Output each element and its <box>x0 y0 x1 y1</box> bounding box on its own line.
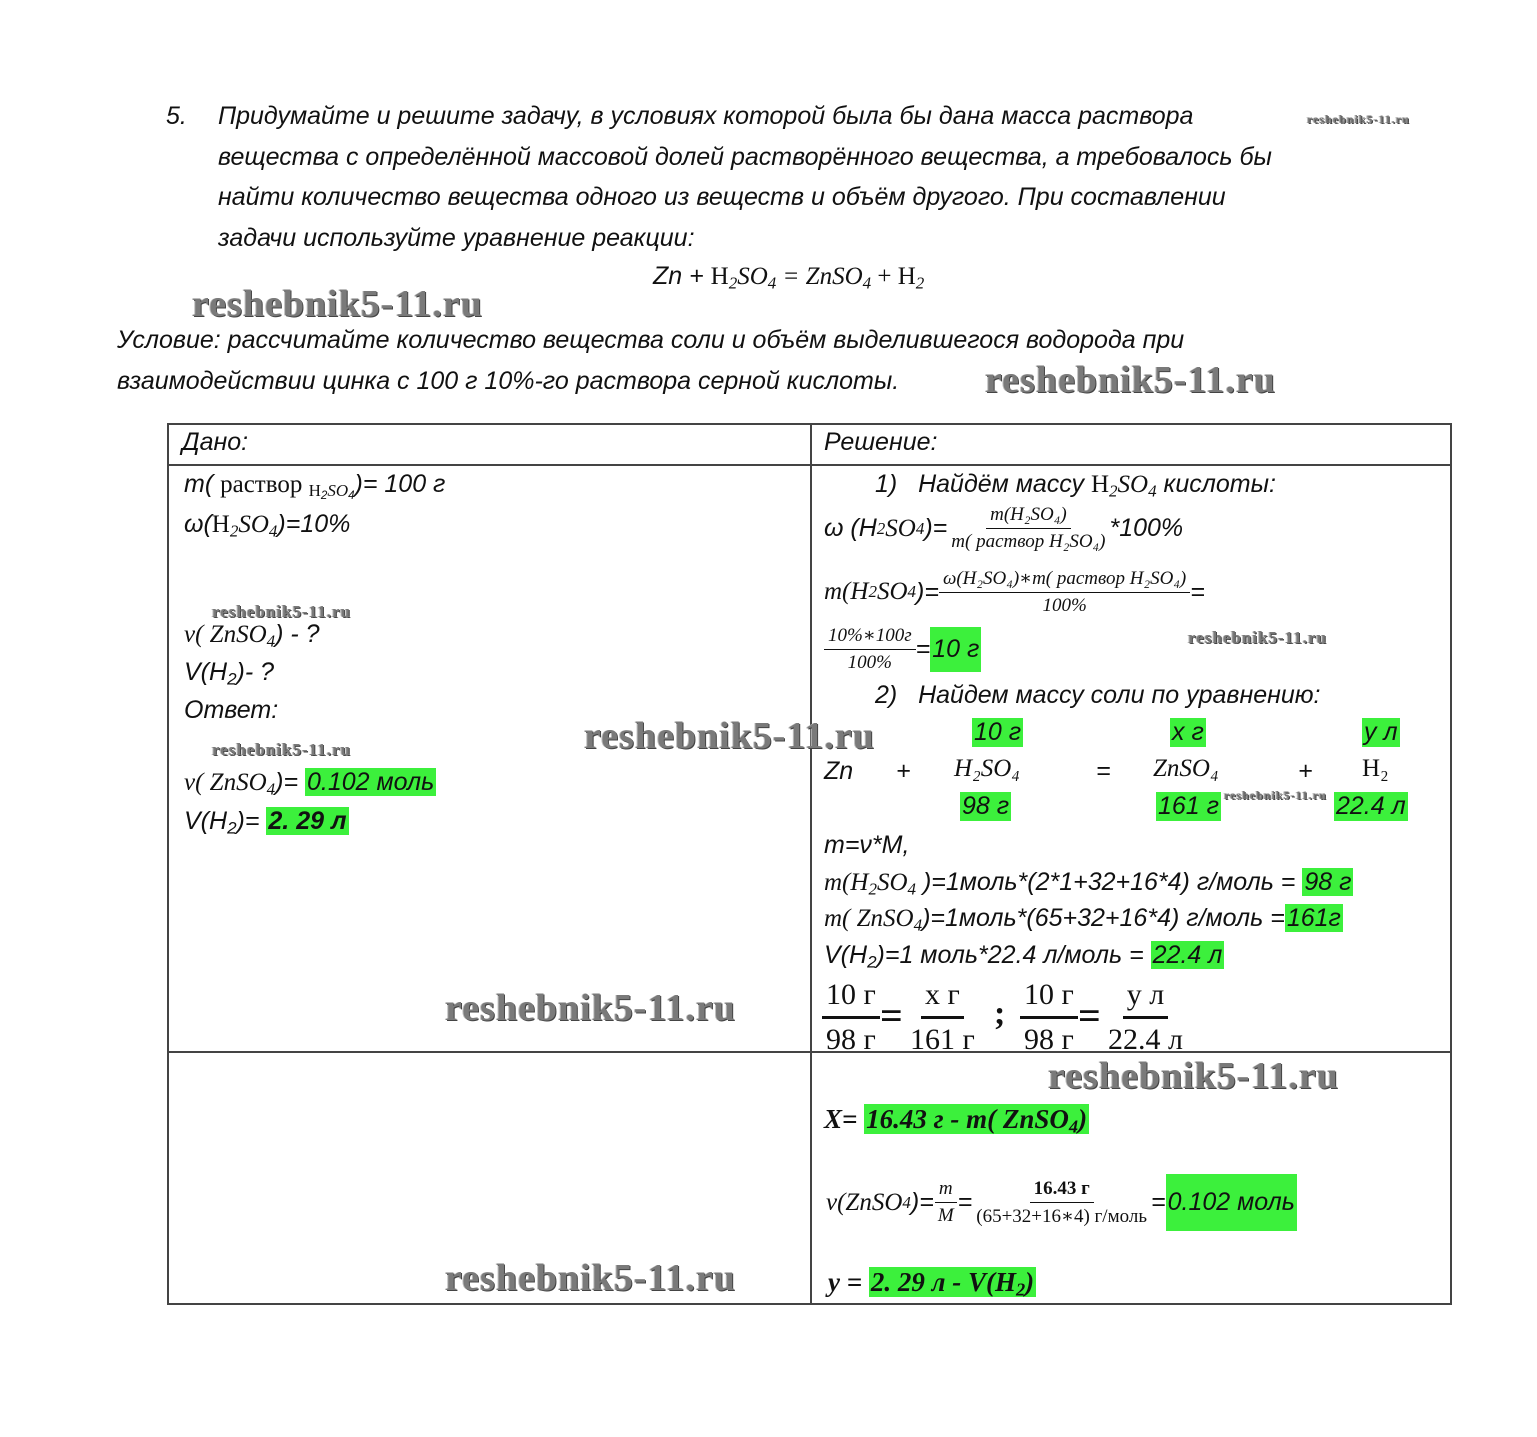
task-line-1: Придумайте и решите задачу, в условиях которой была бы дана масса раствора <box>218 102 1194 130</box>
answer-volume: $V(H_2)= 2$. 29 л <box>184 807 347 838</box>
given-find-volume: $V(H_2)-$ ? <box>184 658 275 689</box>
molar-mass-znso4: m( ZnSO$_4$)=1моль*(65+32+16*4) г/моль =161г <box>824 904 1341 935</box>
watermark: reshebnik5-11.ru <box>584 715 875 757</box>
reaction-plus-1: + <box>896 757 911 785</box>
task-line-4: задачи используйте уравнение реакции: <box>218 224 695 252</box>
nu-calculation-value: 0.102 моль <box>1166 1174 1297 1231</box>
reaction-bottom-h2: 22.4 л <box>1336 792 1406 820</box>
molar-volume-h2-value: 22.4 л <box>1152 941 1223 969</box>
mass-formula: m(H 2 SO 4 )= $\frac{\text{ω(H₂SO₄)∗m( раствор H₂SO₄)}}{100\%}$ = <box>824 568 1205 616</box>
task-line-2: вещества с определённой массовой долей растворённого вещества, а требовалось бы <box>218 143 1272 171</box>
reaction-plus-2: + <box>1298 757 1313 785</box>
molar-mass-znso4-value: 161г <box>1286 904 1341 932</box>
reaction-znso4: ZnSO₄ <box>1153 755 1219 782</box>
mass-calculation: $\frac{10\%∗100г}{100\%}$ = 10 г <box>824 624 981 674</box>
reaction-h2so4: H₂SO₄ <box>954 755 1020 782</box>
step-2: 2) Найдем массу соли по уравнению: <box>875 681 1321 709</box>
reaction-bottom-znso4: 161 г <box>1158 792 1219 820</box>
task-number: 5. <box>166 102 187 130</box>
watermark: reshebnik5-11.ru <box>985 359 1276 401</box>
watermark: reshebnik5-11.ru <box>445 987 736 1029</box>
proportion-2-equals: = <box>1078 993 1101 1038</box>
watermark: reshebnik5-11.ru <box>212 602 351 621</box>
task-line-3: найти количество вещества одного из веществ и объём другого. При составлении <box>218 183 1226 211</box>
table-border-left <box>167 423 169 1305</box>
step-1: 1) Найдём массу $H_2SO_4$ кислоты: <box>875 470 1276 501</box>
watermark: reshebnik5-11.ru <box>1224 788 1327 802</box>
molar-volume-h2: $V(H_2)=1$ моль*22.4 л/моль = 22.4 л <box>824 941 1223 972</box>
proportion-2-left: 10 г 98 г <box>1020 978 1078 1057</box>
molar-mass-formula: m=ν*M, <box>824 831 910 859</box>
proportion-1-right: x г 161 г <box>910 978 975 1056</box>
watermark: reshebnik5-11.ru <box>212 740 351 759</box>
reaction-bottom-h2so4: 98 г <box>962 792 1010 820</box>
answer-volume-value: 2. 29 л <box>268 807 347 835</box>
given-mass-solution: m( раствор $_{H_2SO_4}$)= 100 г <box>184 470 446 503</box>
table-column-divider <box>810 423 812 1305</box>
reaction-top-h2so4: 10 г <box>974 718 1022 746</box>
proportion-2-right: у л 22.4 л <box>1108 978 1183 1056</box>
table-border-right <box>1450 423 1452 1305</box>
condition-line-2: взаимодействии цинка с 100 г 10%-го раствора серной кислоты. <box>117 367 900 395</box>
given-header: Дано: <box>182 428 249 456</box>
answer-label: Ответ: <box>184 696 279 724</box>
solution-header: Решение: <box>824 428 938 456</box>
proportion-separator: ; <box>994 995 1006 1032</box>
watermark: reshebnik5-11.ru <box>445 1257 736 1299</box>
given-find-nu: ν( ZnSO$_4$) - ? <box>184 620 320 651</box>
watermark: reshebnik5-11.ru <box>1307 112 1410 126</box>
mass-calculation-value: 10 г <box>930 627 981 672</box>
condition-line-1: Условие: рассчитайте количество вещества соли и объём выделившегося водорода при <box>117 326 1185 354</box>
y-result-value: 2. 29 л - $V(H_2)$ <box>870 1267 1035 1300</box>
reaction-equals: = <box>1096 757 1111 785</box>
proportion-1-equals: = <box>880 993 903 1038</box>
reaction-top-h2: у л <box>1364 718 1398 746</box>
watermark: reshebnik5-11.ru <box>192 283 483 325</box>
reaction-zn: Zn <box>824 757 854 785</box>
answer-nu: ν( ZnSO$_4$)= 0.102 моль <box>184 768 435 799</box>
x-result: X= 16.43 г - m( ZnSO$_4$) <box>824 1104 1088 1137</box>
molar-mass-h2so4-value: 98 г <box>1304 868 1352 896</box>
watermark: reshebnik5-11.ru <box>1188 628 1327 647</box>
nu-calculation: ν(ZnSO 4 )= $\frac{m}{M}$ = $\frac{16.43 г}{\text{(65+32+16∗4) г/моль}}$ = 0.102 моль <box>826 1174 1297 1231</box>
reaction-equation: $Zn + H_2SO_4$ = ZnSO$_4$ + $H_2$ <box>653 262 925 293</box>
omega-formula: ω (H 2 SO 4 )= $\frac{\text{m(H₂SO₄)}}{\text{m( раствор H₂SO₄)}}$ *100% <box>824 504 1184 552</box>
x-result-value: 16.43 г - m( ZnSO$_4$) <box>866 1104 1088 1137</box>
molar-mass-h2so4: $m(H_2SO_4$ )=1моль*(2*1+32+16*4) г/моль = 98 г <box>824 868 1352 899</box>
proportion-1-left: 10 г 98 г <box>822 978 880 1057</box>
given-omega: $\omega(H_2SO_4)=10\%$ <box>184 510 351 541</box>
reaction-h2: H₂ <box>1362 755 1389 782</box>
y-result: у = 2. 29 л - $V(H_2)$ <box>828 1267 1035 1300</box>
answer-nu-value: 0.102 моль <box>307 768 435 796</box>
reaction-top-znso4: x г <box>1172 718 1204 746</box>
watermark: reshebnik5-11.ru <box>1048 1055 1339 1097</box>
